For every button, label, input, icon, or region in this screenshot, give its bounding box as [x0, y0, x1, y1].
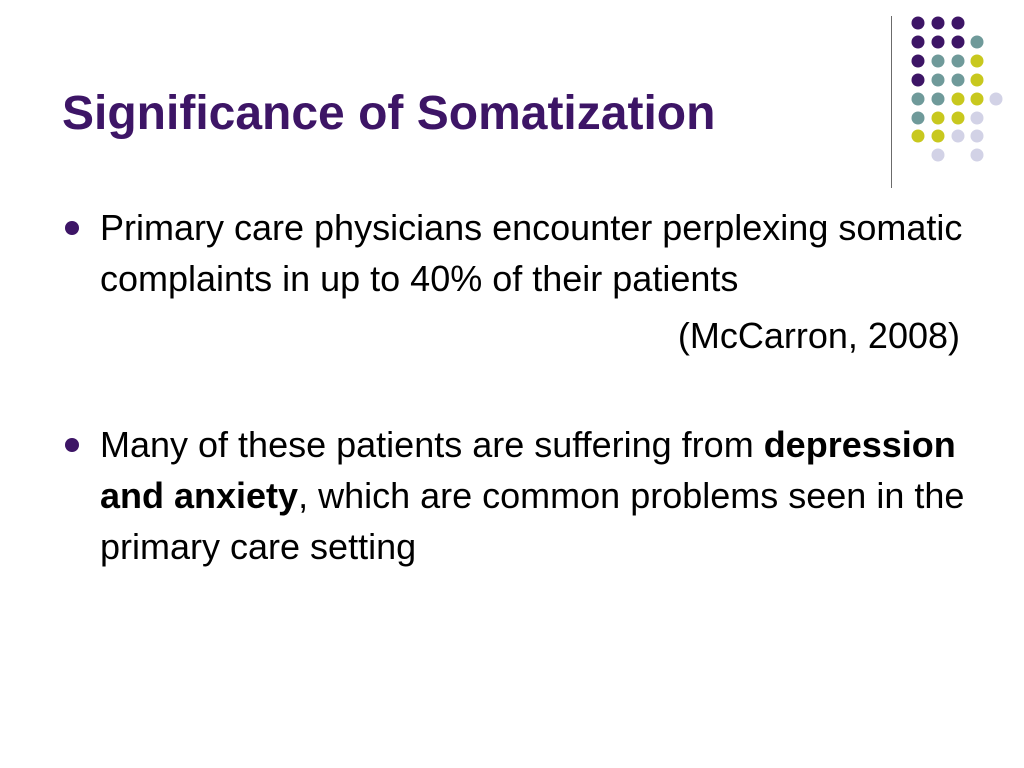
dot	[912, 130, 925, 143]
bullet-item-1	[62, 202, 972, 304]
dot	[932, 74, 945, 87]
dot	[971, 55, 984, 68]
dot	[952, 74, 965, 87]
dot	[932, 149, 945, 162]
dot	[932, 55, 945, 68]
bullet-text-start: Many of these patients are suffering from	[100, 424, 764, 465]
bullet-spacer	[62, 361, 972, 419]
dot	[990, 93, 1003, 106]
slide-body	[62, 202, 972, 572]
bullet-icon	[65, 221, 79, 235]
dot	[971, 130, 984, 143]
dot	[912, 74, 925, 87]
dot	[932, 93, 945, 106]
dot	[912, 93, 925, 106]
dot	[932, 36, 945, 49]
dot	[932, 112, 945, 125]
bullet-text: Primary care physicians encounter perplexing somatic complaints in up to 40% of their patients	[100, 207, 963, 299]
slide-title: Significance of Somatization	[62, 87, 716, 140]
dot	[912, 36, 925, 49]
dot	[971, 149, 984, 162]
dot	[971, 74, 984, 87]
vertical-divider	[891, 16, 892, 188]
dot	[932, 130, 945, 143]
dot	[952, 36, 965, 49]
dot	[952, 93, 965, 106]
dot	[971, 36, 984, 49]
dot	[971, 112, 984, 125]
dot	[932, 17, 945, 30]
dot	[912, 55, 925, 68]
dot	[952, 55, 965, 68]
bullet-item-2	[62, 419, 972, 572]
dot	[971, 93, 984, 106]
citation: (McCarron, 2008)	[677, 315, 960, 356]
dot	[952, 130, 965, 143]
dot	[952, 112, 965, 125]
bullet-icon	[65, 438, 79, 452]
bullet-text-end: , which are common problems seen in the primary care setting	[100, 475, 965, 567]
dot	[912, 112, 925, 125]
dot	[952, 17, 965, 30]
bullet-text-emphasis: depression and anxiety	[100, 424, 956, 516]
dot	[912, 17, 925, 30]
